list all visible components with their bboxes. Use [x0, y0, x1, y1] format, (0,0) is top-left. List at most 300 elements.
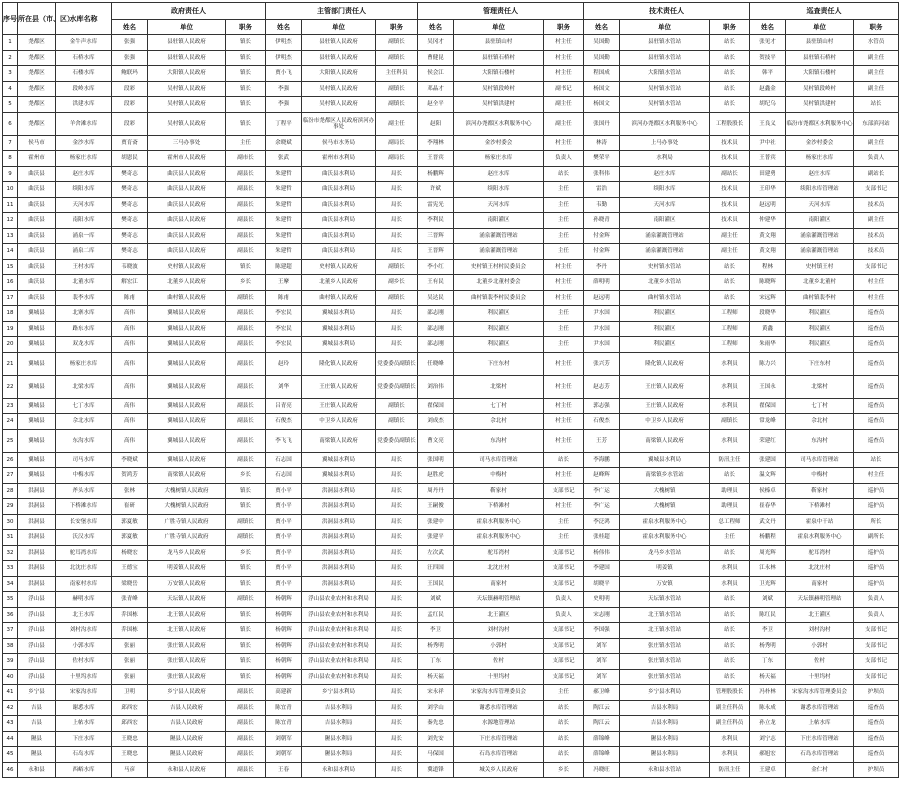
cell-patrol-name: 孙立龙	[750, 716, 786, 732]
cell-dept-unit: 县驻镇人民政府	[302, 50, 376, 66]
cell-mgmt-unit: 天坛镇赫明管理站	[454, 592, 544, 608]
cell-gov-unit: 曲村镇人民政府	[148, 290, 226, 306]
cell-county: 尧都区	[18, 112, 56, 135]
cell-seq: 22	[3, 375, 18, 398]
cell-mgmt-title: 村主任	[544, 35, 584, 51]
cell-seq: 9	[3, 166, 18, 182]
cell-seq: 38	[3, 638, 18, 654]
cell-dept-name: 高建新	[266, 685, 302, 701]
cell-gov-title: 副镇长	[226, 592, 266, 608]
cell-tech-unit: 涌泉灌溉管理站	[620, 244, 710, 260]
cell-mgmt-unit: 天河水库	[454, 197, 544, 213]
cell-patrol-title: 村主任	[854, 468, 899, 484]
cell-mgmt-title: 村主任	[544, 414, 584, 430]
cell-tech-unit: 滨河办尧都区水利服务中心	[620, 112, 710, 135]
cell-dept-unit: 临汾市尧都区人民政府滨河办事处	[302, 112, 376, 135]
cell-patrol-title: 巡护员	[854, 545, 899, 561]
cell-gov-unit: 翼城县人民政府	[148, 429, 226, 452]
cell-reservoir: 金牛声水库	[56, 35, 112, 51]
cell-patrol-name: 黄文翔	[750, 244, 786, 260]
cell-gov-unit: 乡宁县人民政府	[148, 685, 226, 701]
cell-dept-name: 赵玲	[266, 352, 302, 375]
cell-dept-unit: 曲沃县水利局	[302, 197, 376, 213]
cell-mgmt-name: 张国明	[418, 452, 454, 468]
cell-reservoir: 中梅水库	[56, 468, 112, 484]
cell-mgmt-title: 村主任	[544, 398, 584, 414]
cell-reservoir: 西峪水库	[56, 762, 112, 778]
cell-mgmt-title: 站长	[544, 700, 584, 716]
cell-gov-title: 副市长	[226, 151, 266, 167]
cell-reservoir: 杨家庄水库	[56, 151, 112, 167]
cell-patrol-name: 韩平	[750, 66, 786, 82]
cell-tech-unit: 大槐树镇	[620, 499, 710, 515]
cell-tech-name: 郝卫峰	[584, 685, 620, 701]
cell-patrol-unit: 吴村镇洪建村	[786, 97, 854, 113]
cell-patrol-name: 冯朴林	[750, 685, 786, 701]
cell-gov-title: 副县长	[226, 306, 266, 322]
subheader-unit: 单位	[302, 20, 376, 35]
cell-dept-title: 主任科员	[376, 66, 418, 82]
cell-gov-title: 副县长	[226, 337, 266, 353]
cell-tech-title: 站长	[710, 468, 750, 484]
cell-gov-title: 副县长	[226, 685, 266, 701]
cell-dept-name: 陈建超	[266, 259, 302, 275]
cell-reservoir: 王村水库	[56, 259, 112, 275]
subheader-unit: 单位	[620, 20, 710, 35]
subheader-title: 职务	[226, 20, 266, 35]
cell-patrol-title: 巡查员	[854, 429, 899, 452]
cell-tech-unit: 天河水库	[620, 197, 710, 213]
cell-reservoir: 石桥水库	[56, 50, 112, 66]
cell-dept-name: 李飞飞	[266, 429, 302, 452]
cell-gov-name: 崔研	[112, 499, 148, 515]
cell-patrol-title: 副主任	[854, 135, 899, 151]
cell-gov-name: 鲍联玛	[112, 66, 148, 82]
cell-dept-name: 李宏民	[266, 321, 302, 337]
cell-dept-title: 党委委员副镇长	[376, 429, 418, 452]
reservoir-responsibility-table	[2, 2, 899, 778]
cell-gov-unit: 隰县人民政府	[148, 747, 226, 763]
subheader-name: 姓名	[750, 20, 786, 35]
cell-mgmt-name: 周丹丹	[418, 483, 454, 499]
cell-dept-name: 朱建哲	[266, 213, 302, 229]
cell-dept-title: 局长	[376, 576, 418, 592]
cell-dept-title: 副镇长	[376, 50, 418, 66]
cell-mgmt-title: 站长	[544, 716, 584, 732]
cell-mgmt-title: 村主任	[544, 66, 584, 82]
cell-mgmt-unit: 霍泉水利服务中心	[454, 530, 544, 546]
cell-tech-title: 站长	[710, 66, 750, 82]
cell-patrol-name: 杨鹏程	[750, 530, 786, 546]
cell-dept-name: 陈宜青	[266, 716, 302, 732]
cell-gov-name: 梁晓岳	[112, 576, 148, 592]
cell-patrol-unit: 谢悉水库管理站	[786, 700, 854, 716]
cell-gov-title: 副镇长	[226, 530, 266, 546]
cell-gov-name: 张丽	[112, 669, 148, 685]
cell-mgmt-title: 村主任	[544, 429, 584, 452]
cell-dept-unit: 中卫乡人民政府	[302, 414, 376, 430]
cell-dept-unit: 大阳镇人民政府	[302, 66, 376, 82]
cell-tech-unit: 霍泉水利服务中心	[620, 514, 710, 530]
cell-county: 翼城县	[18, 398, 56, 414]
cell-tech-title: 工程师	[710, 337, 750, 353]
cell-seq: 44	[3, 731, 18, 747]
cell-gov-unit: 广胜寺镇人民政府	[148, 530, 226, 546]
cell-mgmt-title: 主任	[544, 306, 584, 322]
table-row	[3, 592, 899, 608]
cell-tech-name: 李广运	[584, 499, 620, 515]
cell-county: 洪洞县	[18, 514, 56, 530]
cell-gov-unit: 曲沃县人民政府	[148, 244, 226, 260]
cell-patrol-title: 副主任	[854, 50, 899, 66]
cell-county: 曲沃县	[18, 275, 56, 291]
cell-gov-unit: 永和县人民政府	[148, 762, 226, 778]
cell-county: 洪洞县	[18, 530, 56, 546]
cell-dept-unit: 王庄镇人民政府	[302, 375, 376, 398]
table-row	[3, 112, 899, 135]
cell-gov-name: 高伟	[112, 414, 148, 430]
cell-tech-name: 吴国勤	[584, 50, 620, 66]
table-row	[3, 290, 899, 306]
cell-dept-title: 局长	[376, 685, 418, 701]
cell-reservoir: 北梁水库	[56, 375, 112, 398]
cell-gov-name: 樊奇志	[112, 197, 148, 213]
cell-tech-title: 工程股股长	[710, 112, 750, 135]
cell-gov-name: 贾育斋	[112, 135, 148, 151]
cell-tech-unit: 利民灌区	[620, 306, 710, 322]
cell-dept-title: 局长	[376, 561, 418, 577]
cell-gov-name: 乔国栋	[112, 623, 148, 639]
cell-dept-name: 杨朝辉	[266, 669, 302, 685]
table-row	[3, 81, 899, 97]
cell-mgmt-name: 孟红民	[418, 607, 454, 623]
cell-patrol-unit: 下庄东村	[786, 352, 854, 375]
cell-mgmt-title: 村主任	[544, 468, 584, 484]
cell-tech-name: 尹水国	[584, 321, 620, 337]
cell-gov-title: 副县长	[226, 182, 266, 198]
cell-patrol-unit: 大阳镇石楼村	[786, 66, 854, 82]
cell-seq: 25	[3, 429, 18, 452]
cell-patrol-unit: 杨家庄水库	[786, 151, 854, 167]
cell-patrol-title: 支部书记	[854, 623, 899, 639]
cell-gov-title: 镇长	[226, 561, 266, 577]
cell-tech-name: 杨国文	[584, 97, 620, 113]
cell-dept-title: 局长	[376, 483, 418, 499]
cell-gov-unit: 吴村镇人民政府	[148, 112, 226, 135]
table-row	[3, 352, 899, 375]
cell-tech-unit: 吴村镇水管站	[620, 97, 710, 113]
cell-tech-title: 水利员	[710, 429, 750, 452]
cell-tech-title: 副站长	[710, 166, 750, 182]
cell-county: 浮山县	[18, 623, 56, 639]
cell-gov-title: 副县长	[226, 429, 266, 452]
cell-tech-unit: 涌泉灌溉管理站	[620, 228, 710, 244]
cell-mgmt-unit: 南阳灌区	[454, 213, 544, 229]
cell-gov-title: 镇长	[226, 66, 266, 82]
cell-county: 永和县	[18, 762, 56, 778]
header-group-patrol: 巡查责任人	[750, 3, 899, 20]
cell-patrol-name: 张见才	[750, 35, 786, 51]
cell-gov-title: 副县长	[226, 321, 266, 337]
cell-tech-unit: 曲村镇水管站	[620, 290, 710, 306]
cell-tech-title: 站长	[710, 97, 750, 113]
table-row	[3, 762, 899, 778]
cell-patrol-name: 杨天福	[750, 669, 786, 685]
cell-reservoir: 佘北水库	[56, 414, 112, 430]
cell-gov-unit: 北王镇人民政府	[148, 607, 226, 623]
cell-seq: 19	[3, 321, 18, 337]
cell-county: 翼城县	[18, 321, 56, 337]
cell-gov-name: 马彦	[112, 762, 148, 778]
cell-county: 曲沃县	[18, 213, 56, 229]
subheader-unit: 单位	[148, 20, 226, 35]
cell-seq: 15	[3, 259, 18, 275]
cell-seq: 28	[3, 483, 18, 499]
cell-dept-title: 局长	[376, 762, 418, 778]
cell-tech-unit: 吉县水利局	[620, 700, 710, 716]
cell-dept-unit: 吉县水利局	[302, 716, 376, 732]
cell-mgmt-name: 王嗣俊	[418, 499, 454, 515]
cell-dept-unit: 洪洞县水利局	[302, 576, 376, 592]
cell-reservoir: 下桥滩水库	[56, 499, 112, 515]
cell-dept-title: 局长	[376, 747, 418, 763]
cell-patrol-title: 巡护员	[854, 576, 899, 592]
cell-gov-title: 镇长	[226, 607, 266, 623]
cell-tech-name: 张桂超	[584, 530, 620, 546]
cell-dept-title: 局长	[376, 623, 418, 639]
cell-mgmt-name: 刘成杰	[418, 414, 454, 430]
cell-mgmt-unit: 石岛水库管理站	[454, 747, 544, 763]
cell-county: 曲沃县	[18, 290, 56, 306]
cell-dept-unit: 曲沃县水利局	[302, 182, 376, 198]
cell-gov-title: 镇长	[226, 259, 266, 275]
cell-dept-name: 石俊杰	[266, 414, 302, 430]
cell-dept-title: 副镇长	[376, 398, 418, 414]
cell-gov-name: 高伟	[112, 429, 148, 452]
cell-mgmt-name: 邵志刚	[418, 337, 454, 353]
cell-patrol-title: 副主任	[854, 213, 899, 229]
table-row	[3, 135, 899, 151]
cell-tech-title: 副镇长	[710, 414, 750, 430]
cell-dept-title: 局长	[376, 166, 418, 182]
cell-mgmt-title: 主任	[544, 337, 584, 353]
cell-tech-name: 刘军	[584, 654, 620, 670]
table-row	[3, 35, 899, 51]
cell-patrol-title: 支部书记	[854, 182, 899, 198]
cell-county: 尧都区	[18, 50, 56, 66]
cell-patrol-unit: 驼耳湾村	[786, 545, 854, 561]
subheader-title: 职务	[854, 20, 899, 35]
cell-tech-title: 站长	[710, 35, 750, 51]
cell-tech-name: 赵峰辉	[584, 468, 620, 484]
cell-tech-title: 站长	[710, 654, 750, 670]
cell-mgmt-name: 杨天福	[418, 669, 454, 685]
cell-mgmt-name: 李利民	[418, 213, 454, 229]
cell-tech-name: 张国丹	[584, 112, 620, 135]
cell-gov-title: 副县长	[226, 452, 266, 468]
cell-patrol-unit: 南阳灌区	[786, 213, 854, 229]
cell-dept-unit: 翼城县水利局	[302, 452, 376, 468]
cell-county: 曲沃县	[18, 182, 56, 198]
cell-dept-title: 局长	[376, 700, 418, 716]
cell-dept-name: 贾小平	[266, 514, 302, 530]
cell-dept-unit: 王庄镇人民政府	[302, 398, 376, 414]
cell-county: 曲沃县	[18, 259, 56, 275]
cell-seq: 34	[3, 576, 18, 592]
cell-tech-name: 史明明	[584, 592, 620, 608]
table-row	[3, 275, 899, 291]
cell-seq: 5	[3, 97, 18, 113]
cell-patrol-title: 巡查员	[854, 700, 899, 716]
cell-tech-unit: 北王镇水管站	[620, 623, 710, 639]
cell-patrol-unit: 北董乡北董村	[786, 275, 854, 291]
cell-patrol-title: 村主任	[854, 275, 899, 291]
cell-dept-name: 王摩	[266, 275, 302, 291]
cell-mgmt-name: 邵志刚	[418, 306, 454, 322]
cell-dept-unit: 翼城县水利局	[302, 468, 376, 484]
cell-gov-unit: 大阳镇人民政府	[148, 66, 226, 82]
cell-dept-unit: 吴村镇人民政府	[302, 81, 376, 97]
cell-dept-name: 朱建哲	[266, 228, 302, 244]
cell-dept-unit: 翼城县水利局	[302, 337, 376, 353]
cell-seq: 6	[3, 112, 18, 135]
cell-mgmt-unit: 靳家村	[454, 483, 544, 499]
cell-tech-name: 杨伟伟	[584, 545, 620, 561]
cell-gov-name: 段彩	[112, 112, 148, 135]
cell-gov-name: 杨晓宏	[112, 545, 148, 561]
table-row	[3, 731, 899, 747]
cell-mgmt-name: 王有民	[418, 275, 454, 291]
cell-patrol-name: 赵远明	[750, 197, 786, 213]
cell-mgmt-unit: 中梅村	[454, 468, 544, 484]
cell-reservoir: 羊舍滩水库	[56, 112, 112, 135]
cell-patrol-name: 段晓华	[750, 306, 786, 322]
cell-tech-title: 水利员	[710, 747, 750, 763]
table-row	[3, 685, 899, 701]
cell-mgmt-unit: 金沙村委会	[454, 135, 544, 151]
cell-patrol-unit: 利民灌区	[786, 306, 854, 322]
cell-mgmt-unit: 大阳镇石楼村	[454, 66, 544, 82]
cell-reservoir: 石楼水库	[56, 66, 112, 82]
cell-dept-title: 局长	[376, 499, 418, 515]
cell-mgmt-title: 支部书记	[544, 483, 584, 499]
cell-mgmt-unit: 城关乡人民政府	[454, 762, 544, 778]
cell-mgmt-unit: 滨河办尧都区水利服务中心	[454, 112, 544, 135]
cell-reservoir: 十里坞水库	[56, 669, 112, 685]
cell-patrol-title: 巡查员	[854, 337, 899, 353]
cell-county: 洪洞县	[18, 561, 56, 577]
cell-reservoir: 杨家庄水库	[56, 352, 112, 375]
cell-mgmt-unit: 七丁村	[454, 398, 544, 414]
cell-county: 曲沃县	[18, 197, 56, 213]
cell-tech-unit: 乡宁县水利局	[620, 685, 710, 701]
cell-mgmt-unit: 下庄水库管理站	[454, 731, 544, 747]
cell-gov-title: 副县长	[226, 762, 266, 778]
cell-gov-name: 段彩	[112, 97, 148, 113]
cell-tech-title: 站长	[710, 592, 750, 608]
cell-dept-title: 局长	[376, 731, 418, 747]
cell-dept-name: 李强	[266, 81, 302, 97]
cell-gov-name: 张丽	[112, 638, 148, 654]
cell-patrol-unit: 靳家村	[786, 483, 854, 499]
cell-patrol-title: 副主任	[854, 81, 899, 97]
cell-seq: 4	[3, 81, 18, 97]
cell-patrol-unit: 县驻镇石桥村	[786, 50, 854, 66]
subheader-unit: 单位	[786, 20, 854, 35]
cell-tech-name: 尹水国	[584, 306, 620, 322]
cell-dept-name: 吕青亮	[266, 398, 302, 414]
cell-seq: 21	[3, 352, 18, 375]
cell-seq: 23	[3, 398, 18, 414]
cell-mgmt-name: 吴达民	[418, 290, 454, 306]
cell-gov-title: 副县长	[226, 352, 266, 375]
cell-gov-unit: 曲沃县人民政府	[148, 166, 226, 182]
cell-patrol-title: 巡查员	[854, 321, 899, 337]
table-row	[3, 259, 899, 275]
cell-county: 吉县	[18, 716, 56, 732]
cell-reservoir: 北寨水库	[56, 306, 112, 322]
cell-seq: 29	[3, 499, 18, 515]
cell-dept-unit: 隰县水利局	[302, 731, 376, 747]
cell-tech-unit: 北董乡水管站	[620, 275, 710, 291]
cell-seq: 33	[3, 561, 18, 577]
cell-gov-unit: 翼城县人民政府	[148, 375, 226, 398]
cell-gov-name: 樊奇志	[112, 213, 148, 229]
table-row	[3, 747, 899, 763]
cell-dept-unit: 浮山县农业农村和水利局	[302, 669, 376, 685]
cell-patrol-title: 巡查员	[854, 731, 899, 747]
table-row	[3, 398, 899, 414]
cell-gov-unit: 曲沃县人民政府	[148, 228, 226, 244]
cell-patrol-name: 王国永	[750, 375, 786, 398]
cell-gov-unit: 翼城县人民政府	[148, 452, 226, 468]
cell-reservoir: 南阳水库	[56, 213, 112, 229]
cell-seq: 3	[3, 66, 18, 82]
cell-gov-unit: 张庄镇人民政府	[148, 654, 226, 670]
table-row	[3, 429, 899, 452]
cell-dept-title: 局长	[376, 306, 418, 322]
cell-patrol-unit: 中梅村	[786, 468, 854, 484]
cell-seq: 46	[3, 762, 18, 778]
cell-seq: 39	[3, 654, 18, 670]
header-group-government: 政府责任人	[112, 3, 266, 20]
cell-patrol-name: 常龙峰	[750, 414, 786, 430]
cell-mgmt-name: 邓晶才	[418, 81, 454, 97]
cell-gov-title: 副县长	[226, 414, 266, 430]
cell-tech-name: 张科伟	[584, 166, 620, 182]
cell-patrol-name: 翟保国	[750, 398, 786, 414]
cell-patrol-title: 支部书记	[854, 669, 899, 685]
cell-dept-name: 伊明杰	[266, 50, 302, 66]
cell-tech-name: 赵远明	[584, 290, 620, 306]
cell-dept-name: 杨朝辉	[266, 638, 302, 654]
cell-dept-unit: 浮山县农业农村和水利局	[302, 592, 376, 608]
cell-mgmt-unit: 东沟村	[454, 429, 544, 452]
table-row	[3, 306, 899, 322]
table-row	[3, 669, 899, 685]
cell-tech-name: 李海鹏	[584, 452, 620, 468]
cell-seq: 2	[3, 50, 18, 66]
cell-patrol-name: 王建卓	[750, 762, 786, 778]
cell-tech-title: 站长	[710, 545, 750, 561]
cell-dept-title: 副乡长	[376, 275, 418, 291]
cell-tech-unit: 大阳镇水管站	[620, 66, 710, 82]
cell-mgmt-name: 李卫	[418, 623, 454, 639]
cell-dept-title: 局长	[376, 592, 418, 608]
cell-dept-unit: 乡宁县水利局	[302, 685, 376, 701]
cell-tech-unit: 赵庄水库	[620, 166, 710, 182]
cell-gov-title: 镇长	[226, 654, 266, 670]
